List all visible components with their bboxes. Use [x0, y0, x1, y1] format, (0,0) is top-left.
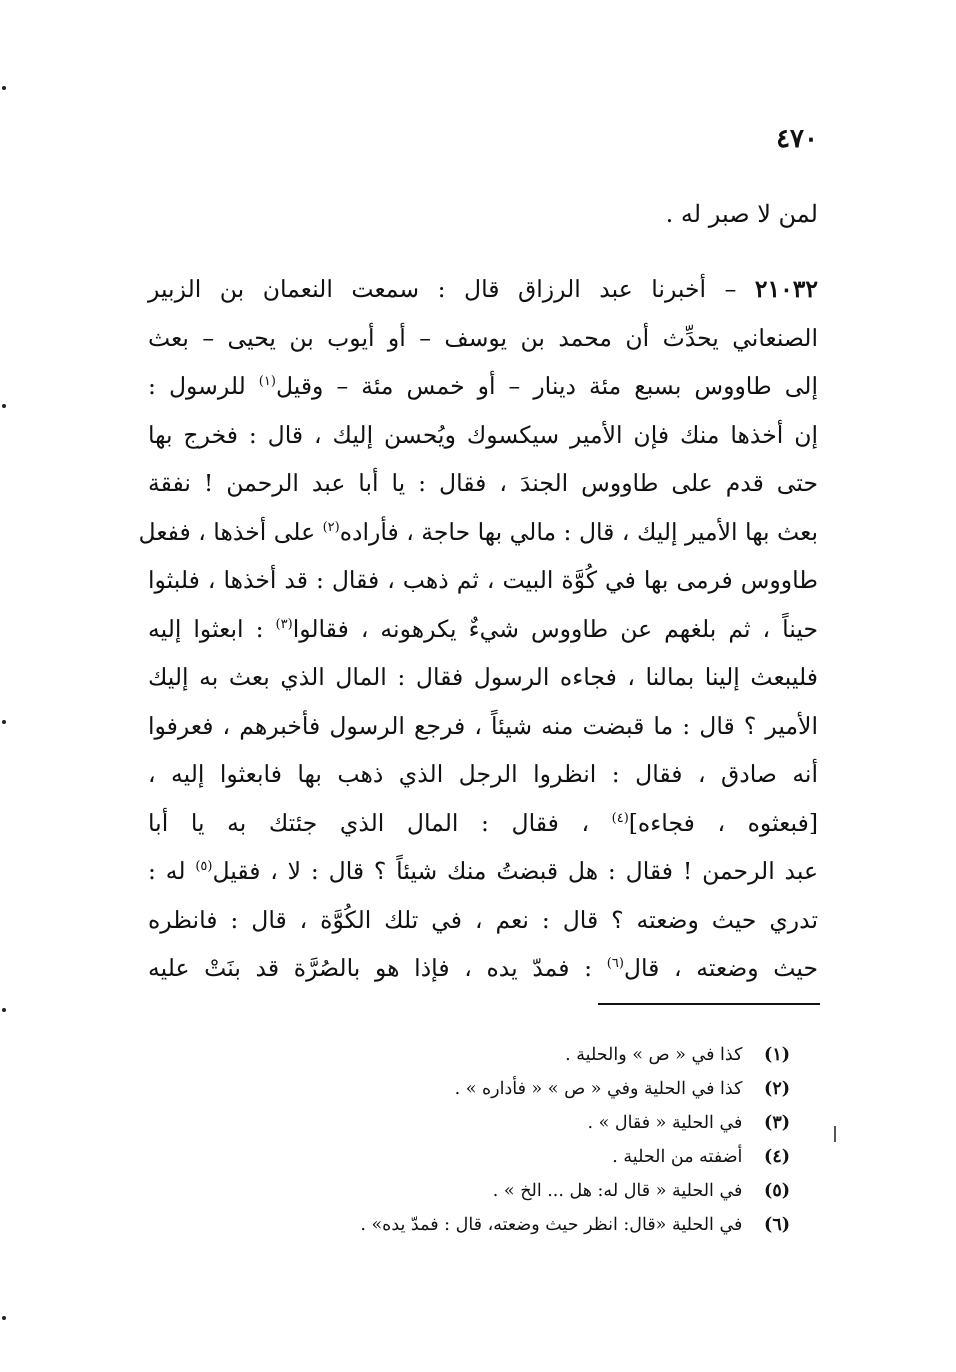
- hadith-text: [138, 265, 818, 993]
- text-line: [138, 508, 818, 557]
- footnote-number: (١): [764, 1045, 790, 1065]
- line-text: حيناً ، ثم بلغهم عن طاووس شيءٌ يكرهونه ، فقالوا: [292, 614, 818, 643]
- text-line: [148, 459, 818, 508]
- margin-mark: [834, 1126, 836, 1142]
- footnotes: [260, 1038, 790, 1242]
- text-line: [148, 653, 818, 702]
- footnote-separator: [598, 1003, 820, 1005]
- line-text: فليبعث إلينا بمالنا ، فجاءه الرسول فقال : المال الذي بعث به إليك: [148, 663, 818, 691]
- opening-line: لمن لا صبر له .: [665, 200, 818, 228]
- line-text: الأمير ؟ قال : ما قبضت منه شيئاً ، فرجع الرسول فأخبرهم ، فعرفوا: [148, 711, 818, 740]
- line-text: له :: [148, 857, 196, 885]
- line-text: عبد الرحمن ! فقال : هل قبضتُ منك شيئاً ؟ قال : لا ، فقيل: [212, 857, 818, 885]
- footnote: [260, 1140, 790, 1174]
- text-line: [148, 799, 818, 848]
- footnote: [260, 1038, 790, 1072]
- footnote-text: كذا في « ص » والحلية .: [565, 1045, 743, 1065]
- footnote-number: (٣): [764, 1113, 790, 1133]
- footnote-number: (٤): [764, 1147, 790, 1167]
- text-line: [148, 362, 818, 411]
- text-line: [148, 605, 818, 654]
- footnote-ref: (٣): [275, 616, 293, 632]
- text-line: [148, 750, 818, 799]
- page-number: ٤٧٠: [776, 124, 818, 154]
- line-text: بعث بها الأمير إليك ، قال : مالي بها حاجة ، فأراده: [339, 517, 818, 546]
- scan-mark: [2, 86, 6, 90]
- line-text: [فبعثوه ، فجاءه]: [628, 808, 818, 837]
- hadith-number: ٢١٠٣٢: [754, 275, 818, 303]
- text-line: [148, 896, 818, 945]
- line-text: إن أخذها منك فإن الأمير سيكسوك ويُحسن إليك ، قال : فخرج بها: [148, 420, 818, 449]
- line-text: طاووس فرمى بها في كُوَّة البيت ، ثم ذهب ، فقال : قد أخذها ، فلبثوا: [148, 566, 818, 594]
- footnote: [260, 1072, 790, 1106]
- footnote-text: في الحلية «قال: انظر حيث وضعته، قال : فمدّ يده» .: [360, 1215, 743, 1235]
- footnote-ref: (٢): [322, 519, 340, 535]
- line-text: أنه صادق ، فقال : انظروا الرجل الذي ذهب بها فابعثوا إليه ،: [148, 760, 818, 788]
- text-line: [148, 556, 818, 605]
- footnote: [260, 1106, 790, 1140]
- line-text: حيث وضعته ، قال: [623, 954, 818, 982]
- footnote-text: في الحلية « قال له: هل ... الخ » .: [492, 1181, 743, 1201]
- footnote-ref: (٦): [606, 956, 624, 972]
- text-line: [148, 411, 818, 460]
- scan-mark: [2, 1008, 6, 1012]
- line-text: ، فقال : المال الذي جئتك به يا أبا: [148, 808, 612, 837]
- footnote-text: في الحلية « فقال » .: [587, 1113, 743, 1133]
- footnote: [260, 1208, 790, 1242]
- footnote-text: أضفته من الحلية .: [612, 1147, 743, 1167]
- scan-mark: [2, 1316, 6, 1320]
- line-text: : فمدّ يده ، فإذا هو بالصُرَّة قد بنَتْ عليه: [148, 954, 607, 982]
- scan-mark: [2, 720, 6, 724]
- text-line: [148, 314, 818, 363]
- line-text: إلى طاووس بسبع مئة دينار – أو خمس مئة – وقيل: [275, 372, 818, 400]
- line-text: على أخذها ، ففعل: [138, 517, 323, 546]
- footnote-number: (٥): [764, 1181, 790, 1201]
- scan-mark: [2, 404, 6, 408]
- footnote: [260, 1174, 790, 1208]
- text-line: [148, 944, 818, 993]
- footnote-ref: (١): [258, 374, 276, 390]
- line-text: حتى قدم على طاووس الجندَ ، فقال : يا أبا عبد الرحمن ! نفقة: [148, 469, 818, 497]
- footnote-text: كذا في الحلية وفي « ص » « فأداره » .: [454, 1079, 743, 1099]
- footnote-ref: (٥): [195, 859, 213, 875]
- footnote-number: (٦): [764, 1215, 790, 1235]
- line-text: للرسول :: [148, 372, 259, 400]
- text-line: [148, 265, 818, 314]
- line-text: : ابعثوا إليه: [148, 614, 276, 643]
- footnote-number: (٢): [764, 1079, 790, 1099]
- text-line: [148, 702, 818, 751]
- line-text: تدري حيث وضعته ؟ قال : نعم ، في تلك الكُوَّة ، قال : فانظره: [148, 905, 818, 934]
- line-text: – أخبرنا عبد الرزاق قال : سمعت النعمان بن الزبير: [148, 275, 737, 303]
- text-line: [148, 847, 818, 896]
- footnote-ref: (٤): [611, 810, 629, 826]
- line-text: الصنعاني يحدِّث أن محمد بن يوسف – أو أيوب بن يحيى – بعث: [148, 323, 818, 352]
